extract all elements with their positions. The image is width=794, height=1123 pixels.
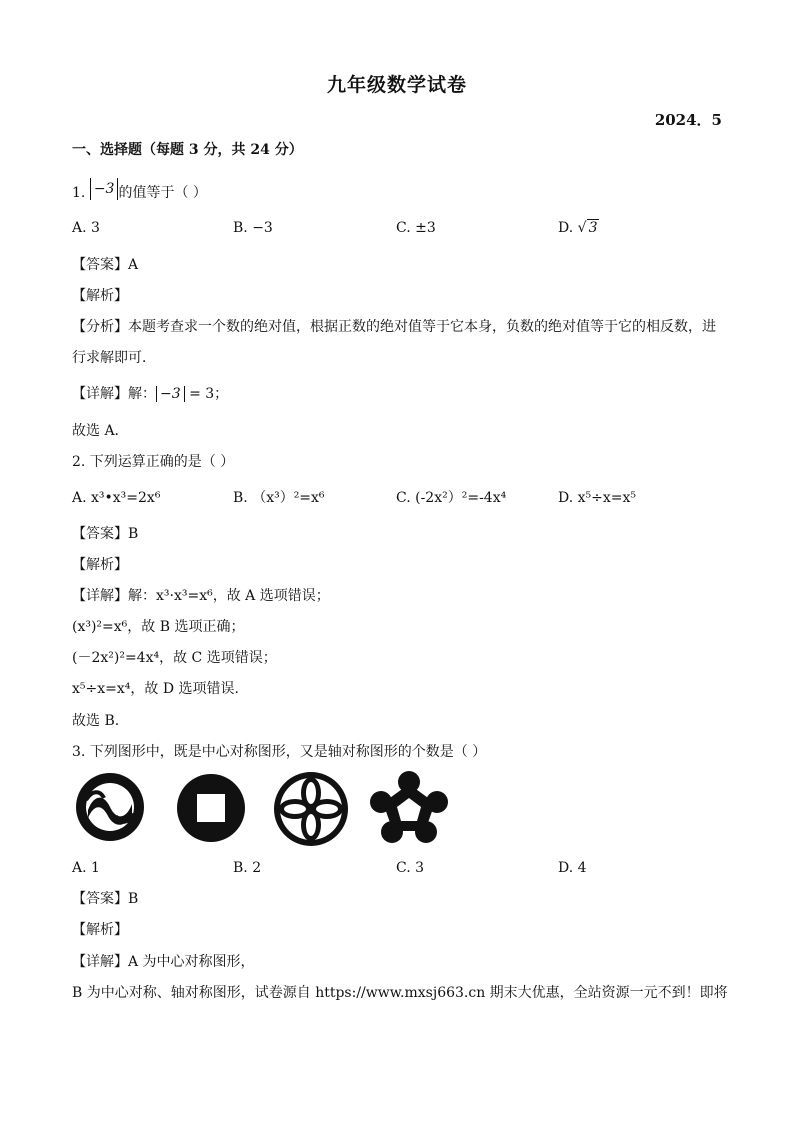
- four-petal-circle-icon: [272, 770, 350, 848]
- analysis-text-cont: 行求解即可．: [72, 350, 156, 366]
- option-c: C. ±3: [396, 220, 436, 236]
- option-c: C. 3: [396, 860, 425, 876]
- option-d: D. 4: [558, 860, 587, 876]
- question-1-stem: [72, 182, 207, 204]
- analysis-label: 【解析】: [72, 922, 128, 938]
- detail-solution-line: (x³)²=x⁶，故 B 选项正确；: [72, 619, 245, 635]
- question-3-figures: [72, 770, 472, 850]
- question-2-stem: 2. 下列运算正确的是（ ）: [72, 454, 235, 470]
- option-a: A. 1: [72, 860, 100, 876]
- analysis-text: 【分析】本题考查求一个数的绝对值，根据正数的绝对值等于它本身，负数的绝对值等于它的相反数，进: [72, 319, 716, 335]
- detail-solution: 【详解】A 为中心对称图形，: [72, 954, 255, 970]
- exam-date: 2024．5: [654, 111, 722, 129]
- conclusion: 故选 B.: [72, 713, 120, 729]
- absolute-value-expression: −3: [90, 178, 119, 200]
- pentagon-circles-icon: [370, 770, 448, 844]
- detail-solution: 【详解】解：x³·x³=x⁶，故 A 选项错误；: [72, 588, 330, 604]
- option-a: A. x³•x³=2x⁶: [72, 490, 161, 506]
- question-3-stem: 3. 下列图形中，既是中心对称图形，又是轴对称图形的个数是（ ）: [72, 744, 487, 760]
- page-title: 九年级数学试卷: [326, 74, 467, 96]
- option-d: D. x⁵÷x=x⁵: [558, 490, 636, 506]
- detail-solution-line: x⁵÷x=x⁴，故 D 选项错误.: [72, 681, 239, 697]
- detail-solution-line: (－2x²)²=4x⁴，故 C 选项错误；: [72, 650, 277, 666]
- option-b: B. 2: [233, 860, 262, 876]
- detail-solution-line: B 为中心对称、轴对称图形，试卷源自 https://www.mxsj663.cn 期末大优惠，全站资源一元不到！即将: [72, 985, 728, 1001]
- absolute-value-expression: −3: [156, 386, 185, 402]
- question-number: 1.: [72, 185, 86, 201]
- analysis-label: 【解析】: [72, 557, 128, 573]
- analysis-label: 【解析】: [72, 288, 128, 304]
- answer-label: 【答案】A: [72, 257, 139, 273]
- square-root-icon: √ 3: [577, 220, 598, 236]
- option-b: B. （x³）²=x⁶: [233, 490, 325, 506]
- detail-solution: 【详解】解： −3 = 3；: [72, 386, 229, 402]
- conclusion: 故选 A．: [72, 423, 129, 439]
- section-heading: 一、选择题（每题 3 分，共 24 分）: [72, 142, 303, 158]
- answer-label: 【答案】B: [72, 526, 139, 542]
- option-b: B. −3: [233, 220, 273, 236]
- option-a: A. 3: [72, 220, 100, 236]
- option-c: C. (-2x²）²=-4x⁴: [396, 490, 507, 506]
- option-d: D. √ 3: [558, 220, 598, 236]
- ancient-coin-icon: [175, 770, 247, 844]
- yin-yang-wave-icon: [74, 770, 146, 844]
- answer-label: 【答案】B: [72, 891, 139, 907]
- question-text: 的值等于（ ）: [118, 185, 207, 201]
